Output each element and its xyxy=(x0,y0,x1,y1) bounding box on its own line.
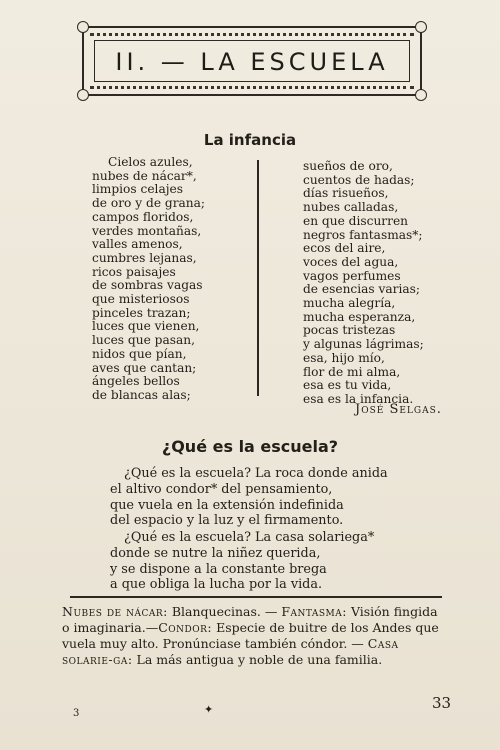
poem-line: valles amenos, xyxy=(92,237,183,252)
footnote-text: Blanquecinas. — xyxy=(167,604,282,619)
verse-line: del espacio y la luz y el firmamento. xyxy=(110,513,344,529)
footnotes xyxy=(62,604,447,668)
poem-line: vagos perfumes xyxy=(303,268,401,283)
poem-line: cuentos de hadas; xyxy=(303,172,415,187)
ornament-border-bottom xyxy=(90,86,414,89)
poem-line: esa es tu vida, xyxy=(303,378,392,393)
poem-title: La infancia xyxy=(203,131,297,149)
poem-line: luces que pasan, xyxy=(92,333,195,348)
poem-line: pinceles trazan; xyxy=(92,305,191,320)
verse-line: el altivo condor* del pensamiento, xyxy=(110,481,333,497)
poem-line: nubes calladas, xyxy=(303,200,399,215)
corner-ornament xyxy=(77,21,89,33)
poem-line: nidos que pían, xyxy=(92,346,187,361)
poem-line: campos floridos, xyxy=(92,209,194,224)
chapter-title: II. — LA ESCUELA xyxy=(115,48,389,76)
footnote-text: Visión fingida o imaginaria.— xyxy=(62,604,438,635)
corner-ornament xyxy=(415,21,427,33)
ornament-border-top xyxy=(90,33,414,36)
poem-line: flor de mi alma, xyxy=(303,364,401,379)
poem-line: aves que cantan; xyxy=(92,360,197,375)
verse-line: que vuela en la extensión indefinida xyxy=(110,497,344,513)
corner-ornament xyxy=(77,89,89,101)
poem-line: Cielos azules, xyxy=(108,155,193,169)
poem-right-column xyxy=(303,160,424,407)
poem-line: esa es la infancia. xyxy=(303,391,414,406)
poem-line: ricos paisajes xyxy=(92,264,176,279)
poem-line: limpios celajes xyxy=(92,182,183,197)
poem-line: días risueños, xyxy=(303,186,389,201)
poem-line: de oro y de grana; xyxy=(92,196,206,211)
poem-author: José Selgas. xyxy=(355,402,442,417)
footnote-rule xyxy=(70,596,442,598)
poem-line: en que discurren xyxy=(303,213,409,228)
footnote-term: Casa solarie-ga: xyxy=(62,636,399,667)
stanza-1 xyxy=(110,466,388,529)
footnote-term: Nubes de nácar: xyxy=(62,604,168,619)
poem-line: y algunas lágrimas; xyxy=(303,337,424,352)
verse-line: y se dispone a la constante brega xyxy=(110,561,327,577)
poem-line: de blancas alas; xyxy=(92,387,191,402)
verse-line: ¿Qué es la escuela? La roca donde anida xyxy=(124,466,388,481)
footnote-term: Fantasma: xyxy=(281,604,347,619)
poem-line: ángeles bellos xyxy=(92,374,180,389)
verse-line: ¿Qué es la escuela? La casa solariega* xyxy=(124,530,375,545)
poem-line: mucha alegría, xyxy=(303,296,396,311)
chapter-header-frame xyxy=(82,26,422,96)
poem-line: pocas tristezas xyxy=(303,323,396,338)
printer-mark-icon: ✦ xyxy=(204,703,214,716)
verse-line: a que obliga la lucha por la vida. xyxy=(110,577,323,593)
poem-line: luces que vienen, xyxy=(92,319,200,334)
footnote-text: Especie de buitre de los Andes que vuela muy alto. Pronúnciase también cóndor. — xyxy=(62,620,439,651)
poem-line: nubes de nácar*, xyxy=(92,168,197,183)
verse-line: donde se nutre la niñez querida, xyxy=(110,545,321,561)
poem-left-column xyxy=(92,156,205,403)
poem-line: cumbres lejanas, xyxy=(92,250,197,265)
poem-line: de esencias varias; xyxy=(303,282,421,297)
poem-line: voces del agua, xyxy=(303,254,399,269)
signature-mark: 3 xyxy=(73,708,80,719)
poem-line: que misteriosos xyxy=(92,292,190,307)
column-divider xyxy=(257,160,259,396)
page-number: 33 xyxy=(432,694,452,712)
poem-line: de sombras vagas xyxy=(92,278,203,293)
poem-line: mucha esperanza, xyxy=(303,309,416,324)
stanza-2 xyxy=(110,530,374,593)
poem-line: verdes montañas, xyxy=(92,223,202,238)
poem-line: negros fantasmas*; xyxy=(303,227,423,242)
footnote-text: La más antigua y noble de una familia. xyxy=(132,652,383,667)
section-title: ¿Qué es la escuela? xyxy=(161,437,339,456)
footnote-term: Condor: xyxy=(158,620,213,635)
poem-line: esa, hijo mío, xyxy=(303,350,385,365)
corner-ornament xyxy=(415,89,427,101)
poem-line: sueños de oro, xyxy=(303,159,393,173)
poem-line: ecos del aire, xyxy=(303,241,386,256)
